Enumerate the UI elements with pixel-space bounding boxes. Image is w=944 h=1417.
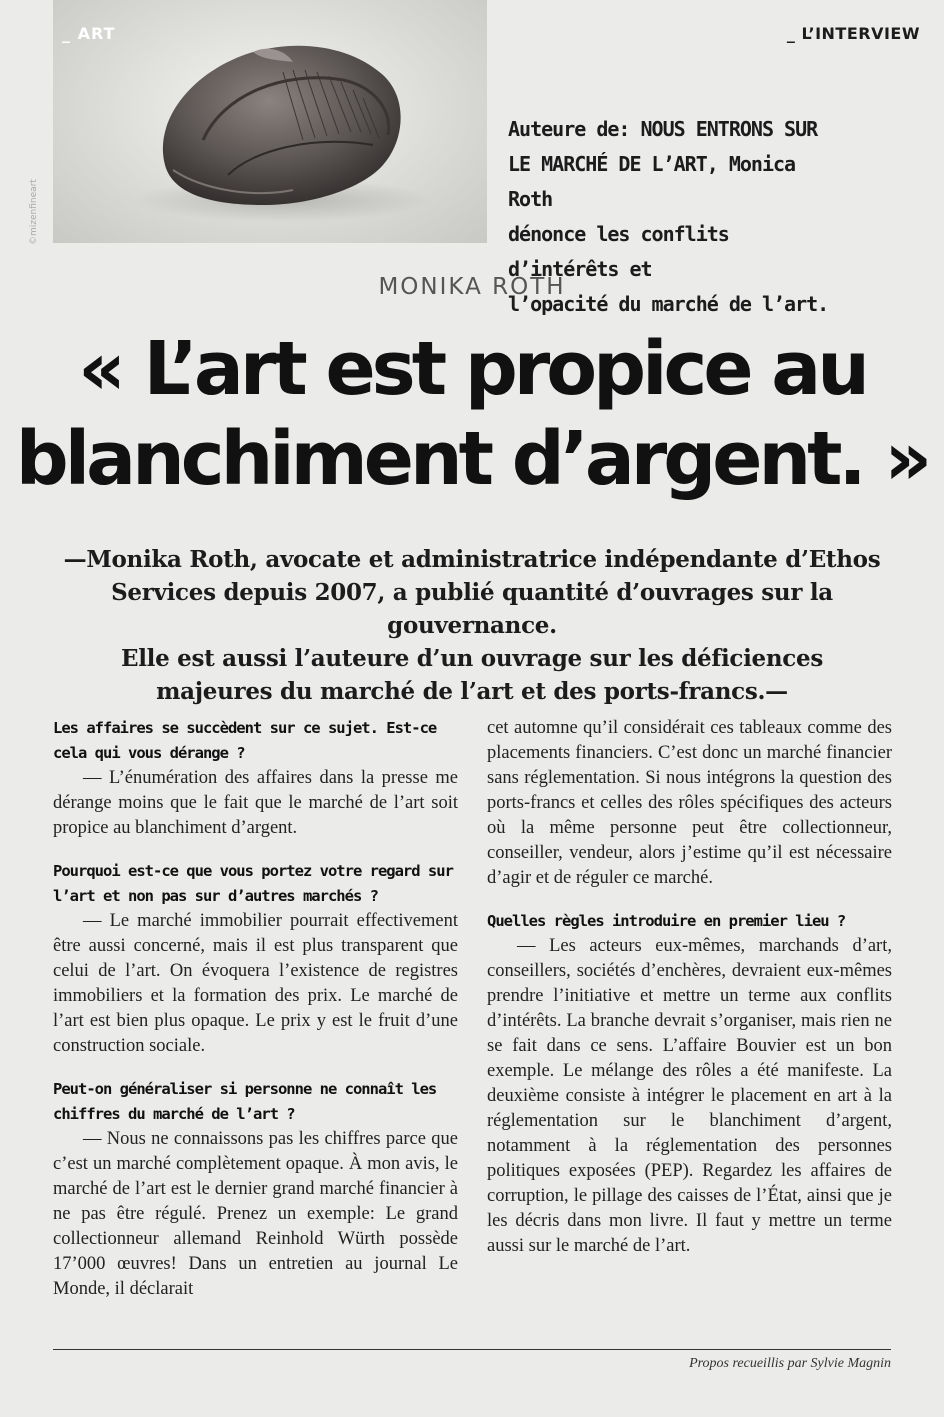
headline	[0, 324, 944, 504]
question: Les affaires se succèdent sur ce sujet. Est-ce cela qui vous dérange ?	[53, 719, 437, 762]
answer: — Les acteurs eux-mêmes, marchands d’art, conseillers, sociétés d’enchères, devraient eux-mêmes prendre l’initiative et mettre un terme aux conflits d’intérêts. La branche devrait s’organiser, mais rien ne se fait dans ce sens. L’affaire Bouvier est un bon exemple. Le mélange des rôles a été manifeste. La deuxième consiste à intégrer le placement en art à la réglementation sur le blanchiment d’argent, notamment à la réglementation des personnes politiques exposées (PEP). Regardez les affaires de corruption, le pillage des caisses de l’État, ainsi que je les décris dans mon livre. Il faut y mettre un terme aussi sur le marché de l’art.	[487, 936, 892, 1256]
author-name: MONIKA ROTH	[378, 274, 566, 300]
intro-line: l’opacité du marché de l’art.	[508, 292, 829, 316]
standfirst-line: majeures du marché de l’art et des ports-francs.—	[156, 678, 788, 705]
standfirst-line: —Monika Roth, avocate et administratrice indépendante d’Ethos	[63, 546, 881, 573]
headline-line: « L’art est propice au	[78, 326, 866, 412]
article-column-left	[53, 716, 458, 1320]
answer: — L’énumération des affaires dans la presse me dérange moins que le fait que le marché de l’art soit propice au blanchiment d’argent.	[53, 768, 458, 838]
question: Pourquoi est-ce que vous portez votre regard sur l’art et non pas sur d’autres marchés ?	[53, 862, 453, 905]
standfirst-line: Services depuis 2007, a publié quantité d’ouvrages sur la gouvernance.	[111, 579, 833, 639]
intro-line: LE MARCHÉ DE L’ART, Monica Roth	[508, 152, 796, 211]
section-rubric-art: _ ART	[62, 24, 116, 43]
headline-line: blanchiment d’argent. »	[15, 416, 929, 502]
standfirst-line: Elle est aussi l’auteure d’un ouvrage sur les déficiences	[121, 645, 823, 672]
standfirst	[30, 543, 914, 708]
intro-line: dénonce les conflits d’intérêts et	[508, 222, 729, 281]
article-column-right	[487, 716, 892, 1277]
ceramic-sculpture-illustration	[53, 0, 487, 243]
answer: — Nous ne connaissons pas les chiffres parce que c’est un marché complètement opaque. À mon avis, le marché de l’art est le dernier grand marché financier à ne pas être régulé. Prenez un exemple: Le grand collectionneur allemand Reinhold Würth possède 17’000 œuvres! Dans un entretien au journal Le Monde, il déclarait	[53, 1129, 458, 1299]
intro-line: Auteure de: NOUS ENTRONS SUR	[508, 117, 818, 141]
answer: — Le marché immobilier pourrait effectivement être aussi concerné, mais il est plus transparent que celui de l’art. On évoquera l’existence de registres immobiliers et la formation des prix. Le marché de l’art est bien plus opaque. Le prix y est le fruit d’une construction sociale.	[53, 911, 458, 1056]
question: Quelles règles introduire en premier lieu ?	[487, 912, 846, 930]
question: Peut-on généraliser si personne ne connaît les chiffres du marché de l’art ?	[53, 1080, 437, 1123]
photo-credit: ©mizenfineart	[29, 179, 39, 245]
sculpture-photo	[53, 0, 487, 243]
section-rubric-interview: _ L’INTERVIEW	[786, 24, 920, 43]
footer-rule	[53, 1349, 891, 1350]
answer-continued: cet automne qu’il considérait ces tableaux comme des placements financiers. C’est donc un marché financier sans réglementation. Si nous intégrons la question des ports-francs et celles des rôles spécifiques des acteurs où la même personne peut être collectionneur, conseiller, vendeur, alors j’estime qu’il est nécessaire d’agir et de réguler ce marché.	[487, 718, 892, 888]
byline: Propos recueillis par Sylvie Magnin	[689, 1356, 891, 1371]
